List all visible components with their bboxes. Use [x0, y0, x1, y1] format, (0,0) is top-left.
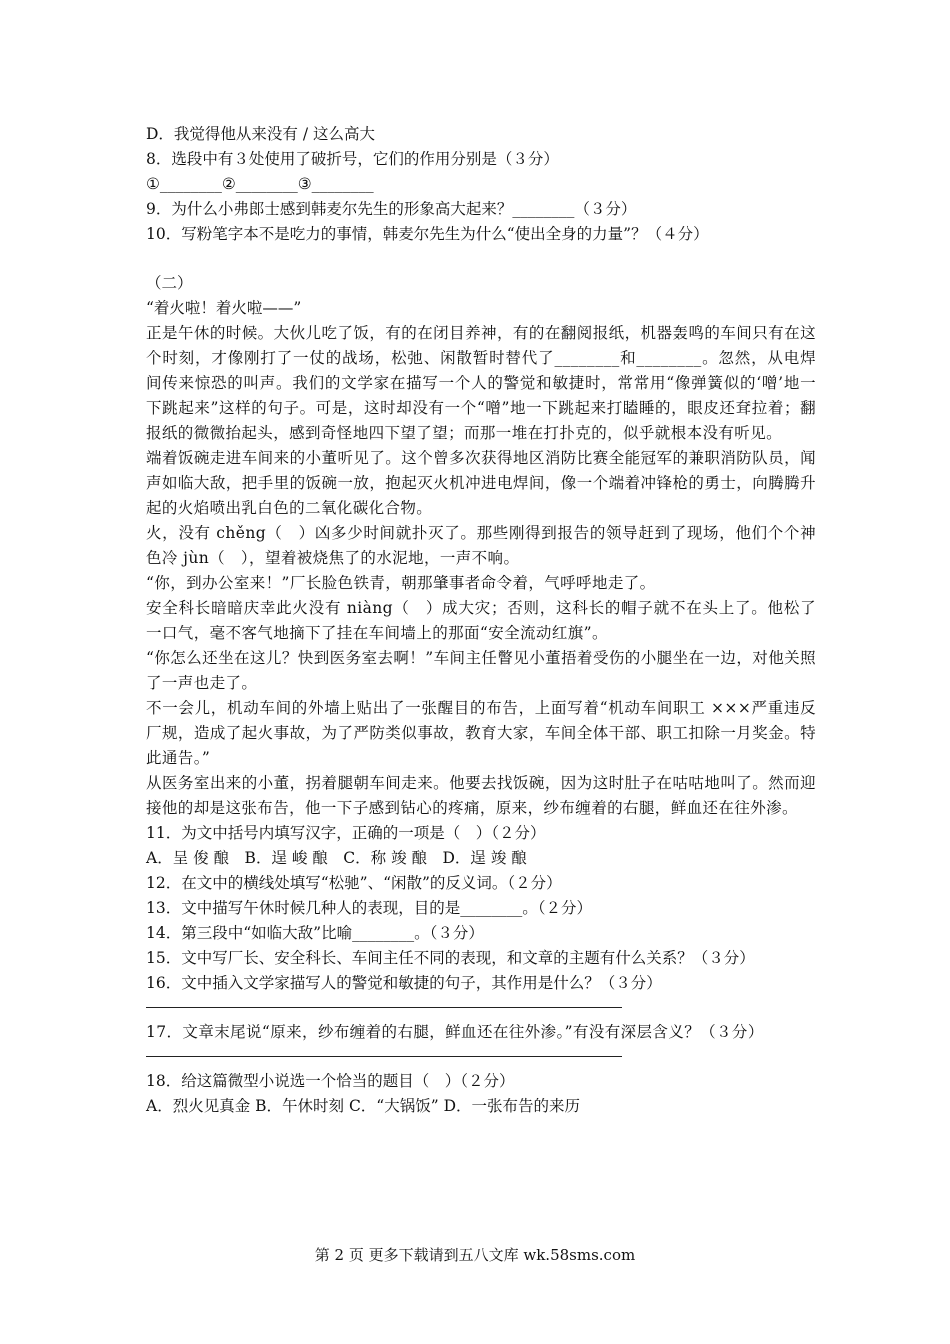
question-9: 9．为什么小弗郎士感到韩麦尔先生的形象高大起来？________（３分）: [146, 200, 637, 218]
question-12: 12．在文中的横线处填写“松驰”、“闲散”的反义词。（２分）: [146, 874, 562, 892]
option-d-line: D．我觉得他从来没有 / 这么高大: [146, 125, 376, 143]
story-paragraph-4: “你，到办公室来！”厂长脸色铁青，朝那肇事者命令着，气呼呼地走了。: [146, 574, 656, 592]
answer-line-17: [146, 1056, 622, 1057]
question-14: 14．第三段中“如临大敌”比喻________。（３分）: [146, 924, 484, 942]
story-opening-line: “着火啦！着火啦——”: [146, 299, 302, 317]
question-18-options: A．烈火见真金 B．午休时刻 C．“大锅饭” D．一张布告的来历: [146, 1097, 581, 1115]
story-paragraph-5: 安全科长暗暗庆幸此火没有 niàng（ ）成大灾；否则，这科长的帽子就不在头上了。他松了一口气，毫不客气地摘下了挂在车间墙上的那面“安全流动红旗”。: [146, 599, 816, 642]
spacer: [146, 247, 816, 271]
story-paragraph-6: “你怎么还坐在这儿？快到医务室去啊！”车间主任瞥见小董捂着受伤的小腿坐在一边，对他关照了一声也走了。: [146, 649, 816, 692]
story-paragraph-7: 不一会儿，机动车间的外墙上贴出了一张醒目的布告，上面写着“机动车间职工 ×××严重违反厂规，造成了起火事故，为了严防类似事故，教育大家，车间全体干部、职工扣除一月奖金。特此通告。”: [146, 699, 816, 767]
story-paragraph-2: 端着饭碗走进车间来的小董听见了。这个曾多次获得地区消防比赛全能冠军的兼职消防队员，闻声如临大敌，把手里的饭碗一放，抱起灭火机冲进电焊间，像一个端着冲锋枪的勇士，向腾腾升起的火焰喷出乳白色的二氧化碳化合物。: [146, 449, 816, 517]
question-10: 10．写粉笔字本不是吃力的事情，韩麦尔先生为什么“使出全身的力量”？（４分）: [146, 225, 709, 243]
section-heading: （二）: [146, 274, 193, 292]
page-footer: 第 2 页 更多下载请到五八文库 wk.58sms.com: [314, 1246, 636, 1264]
story-paragraph-3: 火，没有 chěng（ ）凶多少时间就扑灭了。那些刚得到报告的领导赶到了现场，他们个个神色冷 jùn（ ），望着被烧焦了的水泥地，一声不响。: [146, 524, 816, 567]
question-11-options: A．呈 俊 酿 B．逞 峻 酿 C．称 竣 酿 D．逞 竣 酿: [146, 849, 527, 867]
question-8-blanks: ①________②________③________: [146, 175, 374, 193]
question-13: 13．文中描写午休时候几种人的表现，目的是________。（２分）: [146, 899, 592, 917]
document-body: [146, 122, 816, 1119]
question-11: 11．为文中括号内填写汉字，正确的一项是（ ）（２分）: [146, 824, 546, 842]
question-17: 17．文章末尾说“原来，纱布缠着的右腿，鲜血还在往外渗。”有没有深层含义？（３分）: [146, 1023, 764, 1041]
story-paragraph-1: 正是午休的时候。大伙儿吃了饭，有的在闭目养神，有的在翻阅报纸，机器轰鸣的车间只有在这个时刻，才像刚打了一仗的战场，松弛、闲散暂时替代了________和________。忽然，从电焊间传来惊恐的叫声。我们的文学家在描写一个人的警觉和敏捷时，常常用“像弹簧似的‘噌’地一下跳起来”这样的句子。可是，这时却没有一个“噌”地一下跳起来打瞌睡的，眼皮还耷拉着；翻报纸的微微抬起头，感到奇怪地四下望了望；而那一堆在打扑克的，似乎就根本没有听见。: [146, 324, 816, 442]
question-16: 16．文中插入文学家描写人的警觉和敏捷的句子，其作用是什么？（３分）: [146, 974, 662, 992]
story-paragraph-8: 从医务室出来的小董，拐着腿朝车间走来。他要去找饭碗，因为这时肚子在咕咕地叫了。然而迎接他的却是这张布告，他一下子感到钻心的疼痛，原来，纱布缠着的右腿，鲜血还在往外渗。: [146, 774, 816, 817]
question-15: 15．文中写厂长、安全科长、车间主任不同的表现，和文章的主题有什么关系？（３分）: [146, 949, 755, 967]
question-18: 18．给这篇微型小说选一个恰当的题目（ ）（２分）: [146, 1072, 515, 1090]
question-8: 8．选段中有３处使用了破折号，它们的作用分别是（３分）: [146, 150, 559, 168]
answer-line-16: [146, 1007, 622, 1008]
